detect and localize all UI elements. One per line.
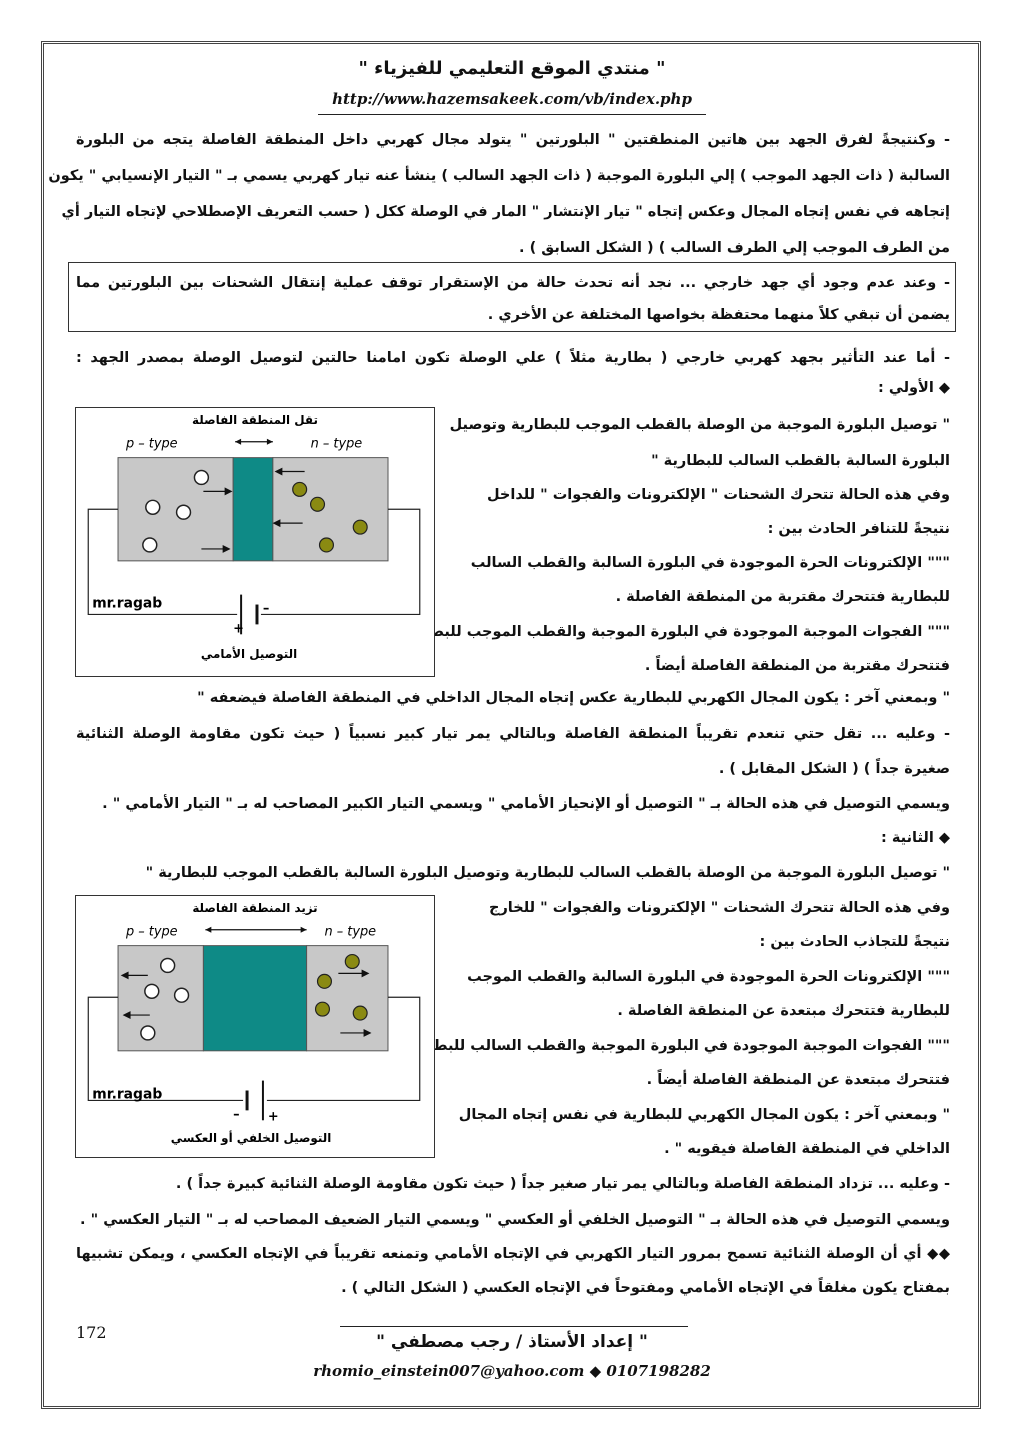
fig2-electron: [345, 955, 359, 969]
reverse-bias-figure: [75, 895, 435, 1158]
fig1-author: mr.ragab: [92, 595, 163, 612]
second-intro: " توصيل البلورة الموجبة من الوصلة بالقطب السالب للبطارية وتوصيل البلورة السالبة بالقطب الموجب للبطارية ": [145, 865, 950, 881]
second-line-7: " وبمعني آخر : يكون المجال الكهربي للبطارية في نفس إتجاه المجال: [458, 1107, 950, 1123]
first-after-4: ويسمي التوصيل في هذه الحالة بـ " التوصيل أو الإنحياز الأمامي " ويسمي التيار الكبير المصاحب له بـ " التيار الأمامي " .: [102, 796, 950, 812]
first-line-6: للبطارية فتتحرك مقتربة من المنطقة الفاصلة .: [615, 589, 950, 605]
fig2-p-type-label: p – type: [125, 924, 178, 940]
forum-title: " منتدي الموقع التعليمي للفيزياء ": [358, 58, 666, 79]
second-line-4: للبطارية فتتحرك مبتعدة عن المنطقة الفاصلة .: [617, 1003, 950, 1019]
fig2-hole: [141, 1026, 155, 1040]
p1-line-3: إتجاهه في نفس إتجاه المجال وعكس إتجاه " تيار الإنتشار " المار في الوصلة ككل ( حسب التعريف الإصطلاحي لإتجاه التيار أي: [61, 204, 950, 220]
fig2-p-crystal: [118, 946, 203, 1051]
first-line-3: وفي هذه الحالة تتحرك الشحنات " الإلكترونات والفجوات " للداخل: [486, 487, 950, 503]
second-line-3: """ الإلكترونات الحرة الموجودة في البلورة السالبة والقطب الموجب: [467, 969, 950, 985]
fig2-electron: [353, 1006, 367, 1020]
first-line-8: فتتحرك مقتربة من المنطقة الفاصلة أيضاً .: [644, 658, 950, 674]
header-divider: [318, 114, 706, 115]
first-line-7: """ الفجوات الموجبة الموجودة في البلورة الموجبة والقطب الموجب للبطارية: [402, 624, 950, 640]
fig2-arrow-left-head: [205, 927, 211, 933]
second-line-2: نتيجةً للتجاذب الحادث بين :: [759, 934, 950, 950]
p2-line: - أما عند التأثير بجهد كهربي خارجي ( بطارية مثلاً ) علي الوصلة تكون امامنا حالتين لتوصيل الوصلة بمصدر الجهد :: [76, 350, 950, 366]
second-after-4: بمفتاح يكون مغلقاً في الإتجاه الأمامي ومفتوحاً في الإتجاه العكسي ( الشكل التالي ) .: [341, 1280, 950, 1296]
fig1-arrow-left-head: [235, 439, 241, 445]
p1-line-2: السالبة ( ذات الجهد الموجب ) إلي البلورة الموجبة ( ذات الجهد السالب ) ينشأ عنه تيار كهربي يسمي بـ " التيار الإنسيابي " يكون: [48, 168, 950, 184]
p1-line-1: - وكنتيجةً لفرق الجهد بين هاتين المنطقتين " البلورتين " يتولد مجال كهربي داخل المنطقة الفاصلة يتجه من البلورة: [76, 132, 950, 148]
fig2-arrow-right-head: [301, 927, 307, 933]
fig2-hole: [175, 988, 189, 1002]
box-line-2: يضمن أن تبقي كلاً منهما محتفظة بخواصها المختلفة عن الأخري .: [487, 307, 950, 323]
fig2-n-type-label: n – type: [324, 924, 377, 940]
first-line-5: """ الإلكترونات الحرة الموجودة في البلورة السالبة والقطب السالب: [470, 555, 950, 571]
first-line-4: نتيجةً للتنافر الحادث بين :: [767, 521, 950, 537]
fig1-arrow-right-head: [267, 439, 273, 445]
fig1-electron: [353, 520, 367, 534]
page-number: 172: [76, 1323, 107, 1342]
first-after-2: - وعليه ... تقل حتي تنعدم تقريباً المنطقة الفاصلة وبالتالي يمر تيار كبير نسبياً ( حيث تكون مقاومة الوصلة الثنائية: [76, 726, 950, 742]
footer-contact: rhomio_einstein007@yahoo.com ◆ 0107198282: [313, 1362, 711, 1380]
second-line-1: وفي هذه الحالة تتحرك الشحنات " الإلكترونات والفجوات " للخارج: [489, 900, 950, 916]
first-line-2: البلورة السالبة بالقطب السالب للبطارية ": [651, 453, 950, 469]
p1-line-4: من الطرف الموجب إلي الطرف السالب ) ( الشكل السابق ) .: [519, 240, 950, 256]
fig2-hole: [145, 984, 159, 998]
fig1-hole: [177, 505, 191, 519]
fig1-n-type-label: n – type: [310, 436, 363, 452]
fig1-p-type-label: p – type: [125, 436, 178, 452]
forum-url[interactable]: http://www.hazemsakeek.com/vb/index.php: [332, 90, 692, 108]
fig1-caption: التوصيل الأمامي: [200, 647, 298, 662]
fig1-hole: [143, 538, 157, 552]
second-line-5: """ الفجوات الموجبة الموجودة في البلورة الموجبة والقطب السالب للبطارية: [405, 1038, 950, 1054]
fig2-electron: [318, 974, 332, 988]
fig2-caption: التوصيل الخلفي أو العكسي: [170, 1131, 332, 1146]
first-line-1: " توصيل البلورة الموجبة من الوصلة بالقطب الموجب للبطارية وتوصيل: [449, 417, 950, 433]
fig1-electron: [311, 497, 325, 511]
fig2-top-label: تزيد المنطقة الفاصلة: [192, 900, 318, 915]
first-after-3: صغيرة جداً ) ( الشكل المقابل ) .: [718, 761, 950, 777]
second-case-heading: ◆ الثانية :: [881, 830, 950, 846]
fig1-depletion-region: [233, 458, 273, 561]
fig2-plus: +: [267, 1109, 279, 1125]
forward-bias-figure: [75, 407, 435, 677]
footer-divider: [340, 1326, 688, 1327]
box-line-1: - وعند عدم وجود أي جهد خارجي ... نجد أنه تحدث حالة من الإستقرار توقف عملية إنتقال الشحنات بين البلورتين مما: [76, 275, 950, 291]
fig1-electron: [320, 538, 334, 552]
footer-author: " إعداد الأستاذ / رجب مصطفي ": [376, 1332, 648, 1352]
fig1-hole: [194, 471, 208, 485]
fig1-p-crystal: [118, 458, 233, 561]
second-line-8: الداخلي في المنطقة الفاصلة فيقويه " .: [664, 1141, 950, 1157]
fig2-author: mr.ragab: [92, 1086, 163, 1103]
fig1-electron: [293, 482, 307, 496]
second-line-6: فتتحرك مبتعدة عن المنطقة الفاصلة أيضاً .: [646, 1072, 950, 1088]
fig1-hole: [146, 500, 160, 514]
second-after-3: ◆◆ أي أن الوصلة الثنائية تسمح بمرور التيار الكهربي في الإتجاه الأمامي وتمنعه تقريباً في الإتجاه العكسي ، ويمكن تشبيها: [76, 1246, 950, 1262]
second-after-1: - وعليه ... تزداد المنطقة الفاصلة وبالتالي يمر تيار صغير جداً ( حيث تكون مقاومة الوصلة الثنائية كبيرة جداً ) .: [175, 1176, 950, 1192]
fig2-electron: [316, 1002, 330, 1016]
first-case-heading: ◆ الأولي :: [878, 380, 950, 396]
fig1-top-label: تقل المنطقة الفاصلة: [192, 412, 318, 427]
fig2-hole: [161, 959, 175, 973]
fig1-plus: +: [233, 621, 244, 637]
fig2-depletion-region: [203, 946, 306, 1051]
fig2-minus: –: [233, 1107, 240, 1123]
fig1-minus: –: [262, 601, 270, 617]
second-after-2: ويسمي التوصيل في هذه الحالة بـ " التوصيل الخلفي أو العكسي " ويسمي التيار الضعيف المصاحب له بـ " التيار العكسي " .: [80, 1212, 950, 1228]
first-after-1: " وبمعني آخر : يكون المجال الكهربي للبطارية عكس إتجاه المجال الداخلي في المنطقة الفاصلة فيضعفه ": [197, 690, 950, 706]
